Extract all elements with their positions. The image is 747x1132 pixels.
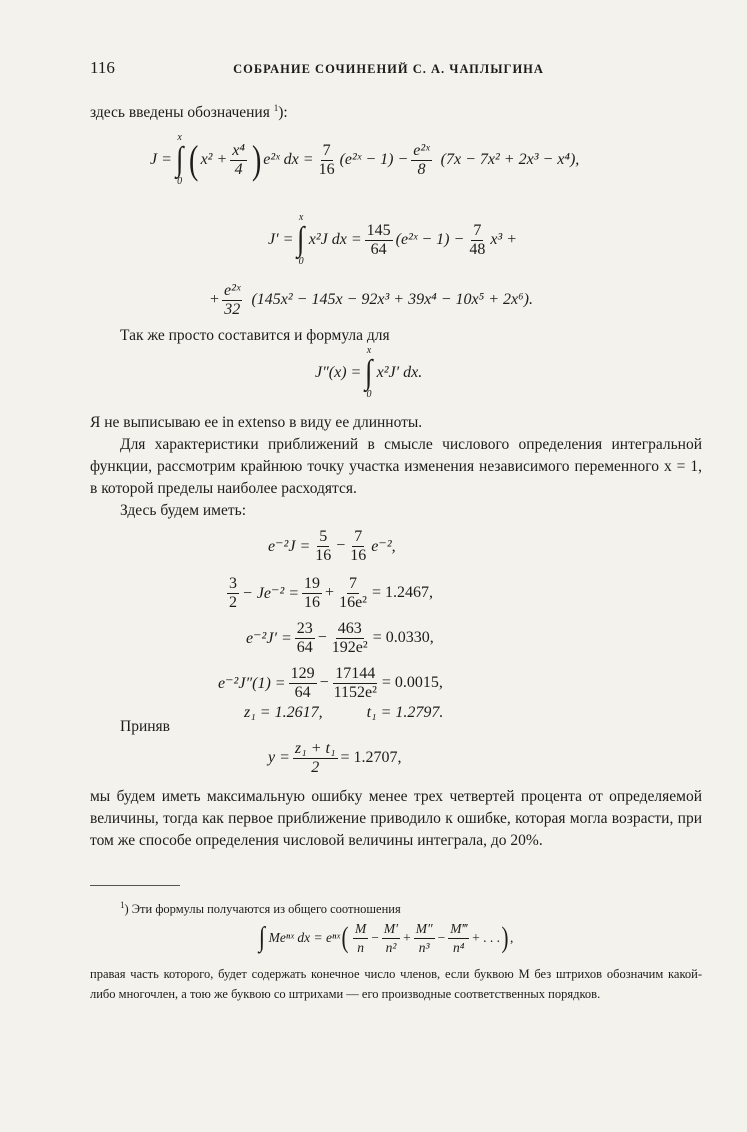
integral-sign: x ∫ 0 [365, 345, 373, 400]
intro-line [90, 97, 288, 124]
fraction: $\frac{7}{48}$ [469, 221, 486, 258]
page-number: 116 [90, 58, 115, 77]
fraction: $\frac{7}{\text{16e²}}$ [339, 574, 367, 611]
f3-a: x²J′ dx. [376, 364, 423, 381]
footnote-text: правая часть которого, будет содержать конечное число членов, если буквою M без штрихов обозначим какой-либо многочлен, а тою же буквою со штрихами — его производные соответственных порядков. [90, 967, 702, 1001]
fraction: $\frac{19}{16}$ [304, 574, 321, 611]
f2-b: (e²ˣ − 1) − [395, 231, 465, 248]
equation-4: e⁻²J″(1) = $\frac{129}{64}$ − $\frac{17144}{\text{1152e²}}$ = 0.0015, [218, 664, 443, 701]
paren-open: ( [189, 137, 199, 182]
formula-j [150, 128, 579, 192]
paragraph: мы будем иметь максимальную ошибку менее трех четвертей процента от определяемой величины, тогда как первое приближение приводило к ошибке, которая могла возрасти, при том же способе определения числовой величины интеграла, до 20%. [90, 788, 702, 849]
intro-end: ): [278, 104, 288, 122]
fraction: $\frac{7}{16}$ [350, 527, 367, 564]
text-line: Здесь будем иметь: [120, 502, 247, 519]
integral-sign: x ∫ 0 [297, 212, 305, 267]
paragraph: Для характеристики приближений в смысле числового определения интегральной функции, рассмотрим крайнюю точку участка изменения независимого переменного x = 1, в которой пределы наиболее расходятся. [90, 436, 702, 497]
footnote-ref: 1 [273, 103, 279, 113]
f1-a: x² + [200, 151, 228, 168]
f1-b: e²ˣ dx = [263, 151, 314, 168]
fraction: $\frac{\text{z₁ + t₁}}{2}$ [294, 739, 336, 776]
text-line: Приняв [120, 718, 170, 735]
integral-sign: ∫ [258, 922, 265, 953]
text-line: Так же просто составится и формула для [120, 327, 390, 344]
f2-lhs: J′ = [268, 231, 294, 248]
fraction: $\frac{\text{x⁴}}{4}$ [232, 141, 245, 178]
paren-close: ) [251, 137, 262, 182]
equation-3: e⁻²J′ = $\frac{23}{64}$ − $\frac{463}{\text{192e²}}$ = 0.0330, [246, 619, 434, 656]
fraction: $\frac{7}{16}$ [318, 141, 335, 178]
intro-text: здесь введены обозначения [90, 104, 270, 122]
f2b-plus: + [210, 291, 220, 308]
f1-d: (7x − 7x² + 2x³ − x⁴), [440, 151, 580, 168]
fraction: $\frac{\text{e²ˣ}}{32}$ [224, 281, 241, 318]
equation-2: $\frac{3}{2}$ − Je⁻² = $\frac{19}{16}$ + $\frac{7}{\text{16e²}}$ = 1.2467, [229, 574, 434, 611]
formula-j-prime [268, 208, 517, 272]
fraction: $\frac{\text{e²ˣ}}{8}$ [413, 141, 430, 178]
f1-lhs: J = [150, 151, 172, 168]
fraction: $\frac{463}{\text{192e²}}$ [331, 619, 368, 656]
formula-j-prime-cont [210, 280, 533, 320]
fraction: $\frac{5}{16}$ [315, 527, 332, 564]
footnote-formula: ∫ Meⁿˣ dx = eⁿˣ ( $\frac{M}{n}$ − $\frac{M'}{\text{n²}}$ + $\frac{M''}{\text{n³}}$ − $\frac{M‴}{\text{n⁴}}$ + . . . ) , [258, 920, 514, 955]
equation-5: z₁ = 1.2617, t₁ = 1.2797. [244, 704, 444, 721]
f3-lhs: J″(x) = [315, 364, 362, 381]
f2b-b: (145x² − 145x − 92x³ + 39x⁴ − 10x⁵ + 2x⁶). [251, 291, 533, 308]
f2-a: x²J dx = [308, 231, 362, 248]
f1-c: (e²ˣ − 1) − [339, 151, 409, 168]
fraction: $\frac{145}{64}$ [366, 221, 391, 258]
fraction: $\frac{23}{64}$ [296, 619, 313, 656]
equation-1: e⁻²J = $\frac{5}{16}$ − $\frac{7}{16}$ e⁻², [268, 527, 396, 564]
f2-c: x³ + [490, 231, 518, 248]
footnote-divider [90, 885, 180, 886]
integral-sign: x ∫ 0 [175, 132, 184, 187]
formula-j-double-prime [315, 345, 422, 401]
fraction: $\frac{3}{2}$ [229, 574, 237, 611]
equation-6: y = $\frac{\text{z₁ + t₁}}{2}$ = 1.2707, [268, 739, 402, 776]
footnote-intro: $^1$) Эти формулы получаются из общего соотношения [120, 900, 401, 917]
running-title: СОБРАНИЕ СОЧИНЕНИЙ С. А. ЧАПЛЫГИНА [233, 62, 544, 76]
text-line: Я не выписываю ее in extenso в виду ее длинноты. [90, 414, 423, 431]
fraction: $\frac{17144}{\text{1152e²}}$ [333, 664, 377, 701]
fraction: $\frac{129}{64}$ [290, 664, 315, 701]
